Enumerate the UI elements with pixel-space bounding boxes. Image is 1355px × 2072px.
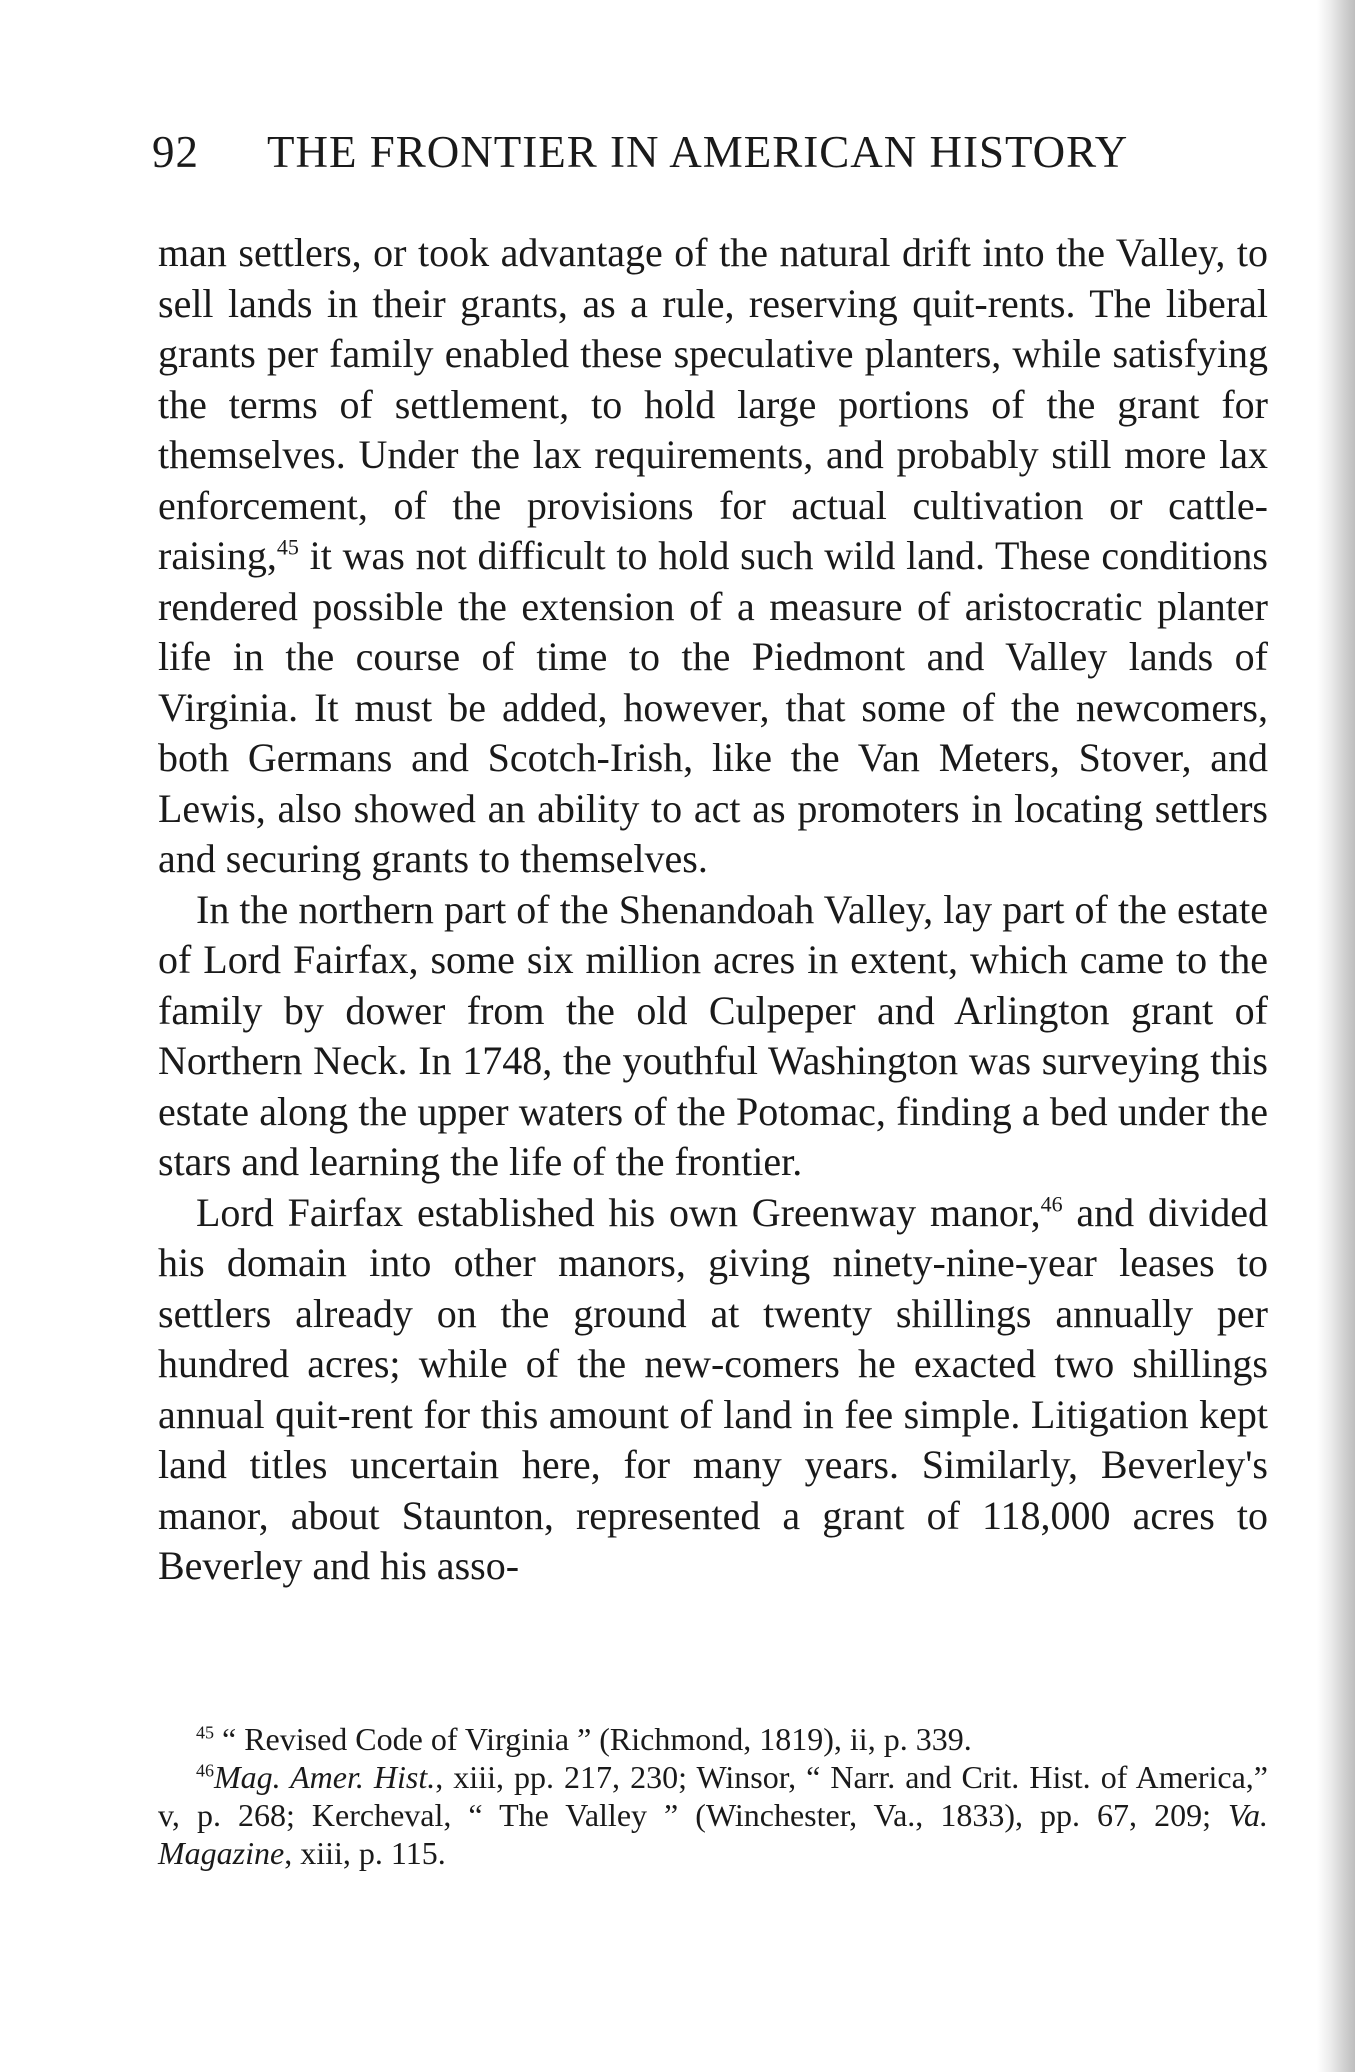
paragraph-1-part-a: man settlers, or took advantage of the natural drift into the Valley, to sell lands in their grants, as a rule, reserving quit-rents. The liberal grants per family enabled these speculative planters, while satisfying the terms of settlement, to hold large portions of the grant for themselves. Under the lax requirements, and probably still more lax enforcement, of the provisions for actual cultivation or cattle-raising, — [158, 230, 1268, 578]
running-head — [152, 126, 1272, 186]
footnote-46 — [158, 1758, 1268, 1872]
footnote-ref-45: 45 — [276, 534, 299, 560]
paragraph-1 — [158, 228, 1268, 885]
footnote-45-number: 45 — [196, 1722, 214, 1743]
paragraph-3-part-a: Lord Fairfax established his own Greenway manor, — [196, 1189, 1041, 1235]
page-number: 92 — [152, 127, 199, 177]
paragraph-2: In the northern part of the Shenandoah Valley, lay part of the estate of Lord Fairfax, some six million acres in extent, which came to the family by dower from the old Culpeper and Arlington grant of Northern Neck. In 1748, the youthful Washington was surveying this estate along the upper waters of the Potomac, finding a bed under the stars and learning the life of the frontier. — [158, 886, 1268, 1184]
footnote-ref-46: 46 — [1040, 1191, 1063, 1217]
footnote-46-text-1: , xiii, pp. 217, 230; Winsor, “ Narr. and Crit. Hist. of America,” v, p. 268; Kercheval, “ The Valley ” (Winchester, Va., 1833), pp. 67, 209; — [158, 1759, 1268, 1833]
paragraph-1-part-b: it was not difficult to hold such wild land. These conditions rendered possible the extension of a measure of aristocratic planter life in the course of time to the Piedmont and Valley lands of Virginia. It must be added, however, that some of the newcomers, both Germans and Scotch-Irish, like the Van Meters, Stover, and Lewis, also showed an ability to act as promoters in locating settlers and securing grants to themselves. — [158, 533, 1268, 881]
footnote-46-italic-title-2: Va. Magazine — [158, 1797, 1268, 1871]
paragraph-3-part-b: and divided his domain into other manors, giving ninety-nine-year leases to settlers already on the ground at twenty shillings annually per hundred acres; while of the new-comers he exacted two shillings annual quit-rent for this amount of land in fee simple. Litigation kept land titles uncertain here, for many years. Similarly, Beverley's manor, about Staunton, represented a grant of 118,000 acres to Beverley and his asso- — [158, 1189, 1268, 1588]
footnote-46-number: 46 — [196, 1760, 214, 1781]
footnote-45-text: “ Revised Code of Virginia ” (Richmond, 1819), ii, p. 339. — [214, 1721, 972, 1757]
body-text — [158, 228, 1268, 1592]
footnote-45 — [158, 1720, 1268, 1758]
paragraph-3 — [158, 1188, 1268, 1592]
footnote-46-text-2: , xiii, p. 115. — [284, 1835, 446, 1871]
footnotes — [158, 1720, 1268, 1872]
footnote-46-italic-title-1: Mag. Amer. Hist. — [214, 1759, 436, 1795]
running-title: THE FRONTIER IN AMERICAN HISTORY — [267, 127, 1129, 177]
page-gutter-shadow — [1317, 0, 1355, 2072]
